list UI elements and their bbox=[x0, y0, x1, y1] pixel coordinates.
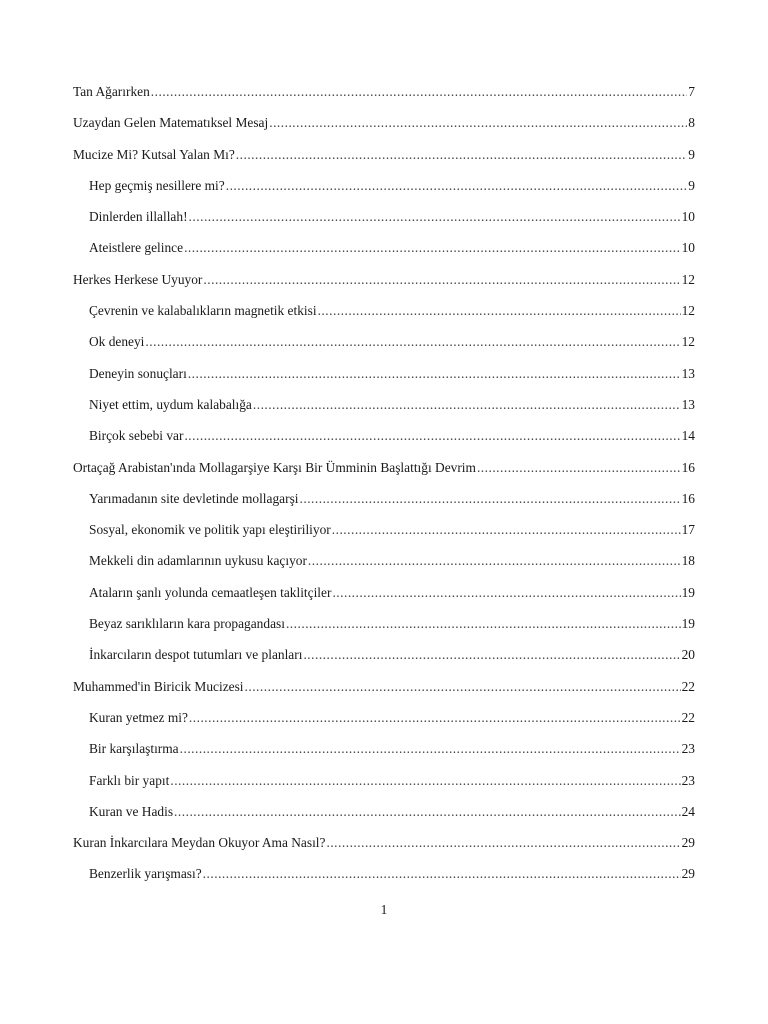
toc-entry-title: Farklı bir yapıt bbox=[89, 772, 170, 788]
toc-chapter-entry[interactable] bbox=[73, 139, 695, 170]
toc-dot-leader bbox=[236, 139, 688, 170]
toc-entry-page-number: 29 bbox=[681, 866, 695, 882]
toc-chapter-entry[interactable] bbox=[73, 452, 695, 483]
toc-entry-page-number: 12 bbox=[681, 334, 695, 350]
toc-entry-title: Herkes Herkese Uyuyor bbox=[73, 271, 203, 287]
toc-entry-title: Ok deneyi bbox=[89, 334, 145, 350]
toc-dot-leader bbox=[286, 608, 681, 639]
toc-section-entry[interactable] bbox=[73, 420, 695, 451]
toc-entry-title: Sosyal, ekonomik ve politik yapı eleştiriliyor bbox=[89, 522, 331, 538]
toc-entry-title: Kuran ve Hadis bbox=[89, 803, 174, 819]
toc-entry-title: Bir karşılaştırma bbox=[89, 741, 179, 757]
toc-entry-page-number: 23 bbox=[681, 772, 695, 788]
toc-entry-title: Mekkeli din adamlarının uykusu kaçıyor bbox=[89, 553, 307, 569]
toc-section-entry[interactable] bbox=[73, 608, 695, 639]
toc-dot-leader bbox=[300, 483, 681, 514]
toc-entry-title: Benzerlik yarışması? bbox=[89, 866, 202, 882]
toc-section-entry[interactable] bbox=[73, 326, 695, 357]
toc-chapter-entry[interactable] bbox=[73, 76, 695, 107]
toc-section-entry[interactable] bbox=[73, 201, 695, 232]
toc-section-entry[interactable] bbox=[73, 358, 695, 389]
toc-entry-page-number: 14 bbox=[681, 428, 695, 444]
toc-dot-leader bbox=[170, 765, 680, 796]
toc-entry-title: Deneyin sonuçları bbox=[89, 365, 187, 381]
toc-dot-leader bbox=[226, 170, 688, 201]
toc-entry-page-number: 19 bbox=[681, 616, 695, 632]
toc-chapter-entry[interactable] bbox=[73, 827, 695, 858]
toc-entry-page-number: 13 bbox=[681, 365, 695, 381]
toc-entry-page-number: 12 bbox=[681, 271, 695, 287]
toc-section-entry[interactable] bbox=[73, 765, 695, 796]
toc-section-entry[interactable] bbox=[73, 232, 695, 263]
toc-entry-title: Tan Ağarırken bbox=[73, 84, 150, 99]
toc-entry-title: Kuran İnkarcılara Meydan Okuyor Ama Nasıl? bbox=[73, 835, 326, 851]
toc-entry-title: Niyet ettim, uydum kalabalığa bbox=[89, 396, 252, 412]
toc-dot-leader bbox=[308, 545, 681, 576]
toc-entry-page-number: 24 bbox=[681, 803, 695, 819]
toc-dot-leader bbox=[477, 452, 681, 483]
toc-entry-title: Hep geçmiş nesillere mi? bbox=[89, 177, 225, 193]
toc-section-entry[interactable] bbox=[73, 545, 695, 576]
toc-dot-leader bbox=[318, 295, 681, 326]
toc-entry-title: Ataların şanlı yolunda cemaatleşen taklitçiler bbox=[89, 584, 332, 600]
toc-dot-leader bbox=[269, 107, 687, 138]
toc-entry-title: Yarımadanın site devletinde mollagarşi bbox=[89, 490, 299, 506]
toc-section-entry[interactable] bbox=[73, 295, 695, 326]
toc-entry-page-number: 12 bbox=[681, 303, 695, 319]
toc-entry-title: Kuran yetmez mi? bbox=[89, 709, 188, 725]
table-of-contents bbox=[73, 76, 695, 890]
toc-section-entry[interactable] bbox=[73, 702, 695, 733]
toc-dot-leader bbox=[245, 671, 681, 702]
toc-entry-title: Ateistlere gelince bbox=[89, 240, 184, 256]
toc-section-entry[interactable] bbox=[73, 389, 695, 420]
toc-dot-leader bbox=[174, 796, 681, 827]
toc-entry-title: Mucize Mi? Kutsal Yalan Mı? bbox=[73, 146, 235, 162]
toc-dot-leader bbox=[189, 702, 681, 733]
toc-entry-page-number: 22 bbox=[681, 678, 695, 694]
toc-entry-page-number: 20 bbox=[681, 647, 695, 663]
toc-dot-leader bbox=[180, 733, 681, 764]
toc-entry-page-number: 10 bbox=[681, 209, 695, 225]
toc-dot-leader bbox=[184, 420, 680, 451]
toc-entry-title: Birçok sebebi var bbox=[89, 428, 184, 444]
toc-entry-page-number: 29 bbox=[681, 835, 695, 851]
toc-chapter-entry[interactable] bbox=[73, 107, 695, 138]
toc-dot-leader bbox=[253, 389, 681, 420]
toc-entry-page-number: 16 bbox=[681, 490, 695, 506]
toc-entry-page-number: 10 bbox=[681, 240, 695, 256]
toc-entry-title: İnkarcıların despot tutumları ve planları bbox=[89, 647, 303, 663]
toc-entry-page-number: 9 bbox=[688, 146, 695, 162]
toc-entry-title: Ortaçağ Arabistan'ında Mollagarşiye Karşı Bir Ümminin Başlattığı Devrim bbox=[73, 459, 476, 475]
toc-dot-leader bbox=[188, 358, 681, 389]
toc-section-entry[interactable] bbox=[73, 796, 695, 827]
toc-entry-page-number: 23 bbox=[681, 741, 695, 757]
toc-entry-title: Çevrenin ve kalabalıkların magnetik etkisi bbox=[89, 303, 317, 319]
toc-section-entry[interactable] bbox=[73, 170, 695, 201]
toc-entry-title: Beyaz sarıklıların kara propagandası bbox=[89, 616, 285, 632]
toc-dot-leader bbox=[203, 858, 681, 889]
toc-entry-page-number: 7 bbox=[688, 84, 695, 99]
toc-entry-page-number: 19 bbox=[681, 584, 695, 600]
toc-section-entry[interactable] bbox=[73, 858, 695, 889]
toc-entry-page-number: 8 bbox=[688, 115, 695, 131]
toc-chapter-entry[interactable] bbox=[73, 671, 695, 702]
toc-dot-leader bbox=[303, 639, 680, 670]
toc-dot-leader bbox=[203, 264, 680, 295]
toc-entry-page-number: 9 bbox=[688, 177, 695, 193]
toc-dot-leader bbox=[189, 201, 681, 232]
toc-dot-leader bbox=[332, 577, 680, 608]
toc-chapter-entry[interactable] bbox=[73, 264, 695, 295]
toc-section-entry[interactable] bbox=[73, 514, 695, 545]
toc-entry-title: Muhammed'in Biricik Mucizesi bbox=[73, 678, 244, 694]
toc-section-entry[interactable] bbox=[73, 639, 695, 670]
toc-entry-title: Dinlerden illallah! bbox=[89, 209, 188, 225]
toc-entry-page-number: 18 bbox=[681, 553, 695, 569]
toc-dot-leader bbox=[332, 514, 681, 545]
toc-section-entry[interactable] bbox=[73, 733, 695, 764]
toc-dot-leader bbox=[151, 76, 688, 107]
toc-dot-leader bbox=[184, 232, 681, 263]
toc-dot-leader bbox=[145, 326, 680, 357]
toc-entry-page-number: 16 bbox=[681, 459, 695, 475]
toc-section-entry[interactable] bbox=[73, 483, 695, 514]
toc-dot-leader bbox=[326, 827, 680, 858]
toc-entry-page-number: 13 bbox=[681, 396, 695, 412]
toc-section-entry[interactable] bbox=[73, 577, 695, 608]
page-number: 1 bbox=[380, 902, 388, 917]
toc-entry-title: Uzaydan Gelen Matematıksel Mesaj bbox=[73, 115, 269, 131]
toc-entry-page-number: 22 bbox=[681, 709, 695, 725]
toc-entry-page-number: 17 bbox=[681, 522, 695, 538]
